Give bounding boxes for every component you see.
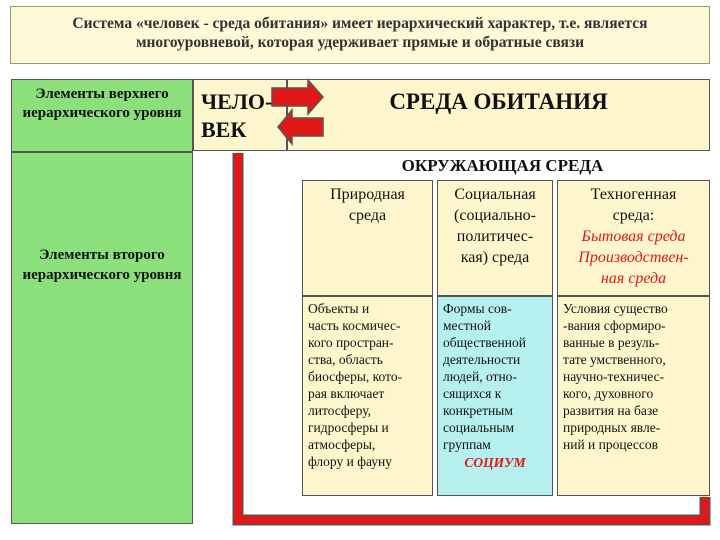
feedback-loop-line [238, 153, 705, 520]
body-line: научно-техничес- [563, 369, 665, 384]
body-line: развития на базе [563, 403, 659, 418]
body-line: группам [443, 437, 491, 452]
habitat-label: СРЕДА ОБИТАНИЯ [389, 89, 608, 114]
body-line: кого, духовного [563, 386, 654, 401]
header-line: Социальная [454, 186, 536, 203]
upper-level-label: Элементы верхнего иерархического уровня [22, 86, 182, 121]
title-line-1: Система «человек - среда обитания» имеет иерархический характер, т.е. является [72, 15, 648, 32]
body-line: ний и процессов [563, 437, 659, 452]
second-level-label: Элементы второго иерархического уровня [22, 247, 182, 283]
header-line: Природная [330, 186, 405, 203]
body-line: ства, область [308, 352, 383, 367]
header-line: кая) среда [460, 249, 530, 266]
body-line: часть космичес- [308, 318, 401, 333]
body-line: деятельности [443, 352, 521, 367]
body-line: флору и фауну [308, 454, 392, 469]
socium-label: СОЦИУМ [464, 455, 526, 470]
header-red-line: Производствен- [578, 249, 689, 266]
body-line: атмосферы, [308, 437, 376, 452]
body-line: -вания сформиро- [563, 318, 666, 333]
body-line: Условия существо [563, 301, 668, 316]
body-line: конкретным [443, 403, 513, 418]
body-line: ванные в резуль- [563, 335, 660, 350]
body-line: тате умственного, [563, 352, 666, 367]
body-line: Объекты и [308, 301, 370, 316]
header-red-line: ная среда [600, 270, 667, 287]
body-line: общественной [443, 335, 526, 350]
header-line: (социально- [454, 207, 536, 224]
header-line: Техногенная [590, 186, 677, 203]
body-line: гидросферы и [308, 420, 389, 435]
header-line: среда: [612, 207, 655, 224]
environment-label: ОКРУЖАЮЩАЯ СРЕДА [401, 156, 604, 175]
body-line: социальным [443, 420, 515, 435]
body-line: рая включает [308, 386, 385, 401]
body-line: Формы сов- [443, 301, 512, 316]
header-line: политичес- [456, 228, 534, 245]
body-line: литосферу, [308, 403, 372, 418]
body-line: биосферы, кото- [308, 369, 403, 384]
body-line: кого простран- [308, 335, 394, 350]
backward-arrow-icon [278, 110, 323, 144]
human-label-line-2: ВЕК [201, 117, 247, 142]
body-line: сящихся к [443, 386, 502, 401]
title-line-2: многоуровневой, которая удерживает прямые и обратные связи [135, 34, 585, 51]
body-line: местной [443, 318, 491, 333]
human-label-line-1: ЧЕЛО- [201, 89, 273, 114]
header-line: среда [348, 207, 387, 224]
body-line: природных явле- [563, 420, 661, 435]
body-line: людей, отно- [443, 369, 517, 384]
forward-arrow-icon [272, 80, 323, 114]
header-red-line: Бытовая среда [581, 228, 686, 245]
